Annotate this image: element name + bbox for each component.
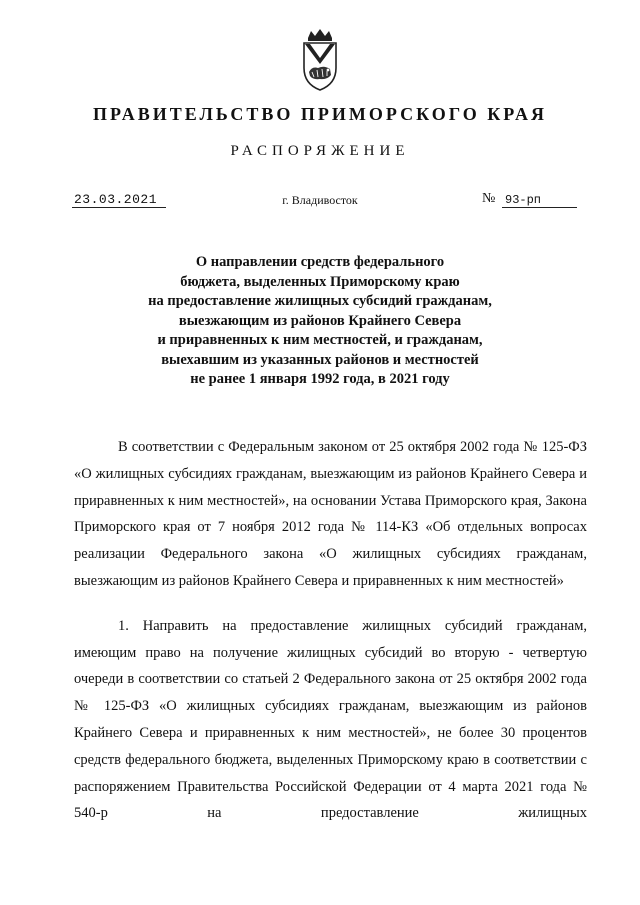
- title-line: выезжающим из районов Крайнего Севера: [178, 312, 462, 329]
- paragraph-item-1: 1. Направить на предоставление жилищных субсидий гражданам, имеющим право на получение жилищных субсидий во вторую - четвертую очереди в соответствии со статьей 2 Федерального закона от 25 октября 2002 года № 125-ФЗ «О жилищных субсидиях гражданам, выезжающим из районов Крайнего Севера и приравненных к ним местностей», не более 30 процентов средств федерального бюджета, выделенных Приморскому краю в соответствии с распоряжением Правительства Российской Федерации от 4 марта 2021 года № 540-р на предоставление жилищных: [74, 617, 587, 822]
- document-type: РАСПОРЯЖЕНИЕ: [230, 143, 410, 159]
- primorsky-coat-of-arms-icon: [300, 28, 340, 92]
- title-line: О направлении средств федерального: [195, 254, 445, 270]
- document-number: [482, 191, 578, 209]
- document-title: [100, 253, 540, 390]
- title-line: и приравненных к ним местностей, и гражданам,: [157, 332, 483, 348]
- title-line: не ранее 1 января 1992 года, в 2021 году: [190, 371, 450, 387]
- title-line: выехавшим из указанных районов и местностей: [161, 351, 479, 368]
- title-line: бюджета, выделенных Приморскому краю: [180, 273, 460, 290]
- title-line: на предоставление жилищных субсидий гражданам,: [148, 293, 492, 309]
- number-value: 93-рп: [502, 193, 577, 208]
- document-body: [74, 434, 587, 827]
- document-city: г. Владивосток: [282, 193, 358, 207]
- paragraph-preamble: В соответствии с Федеральным законом от 25 октября 2002 года № 125-ФЗ «О жилищных субсидиях гражданам, выезжающим из районов Крайнего Севера и приравненных к ним местностей», на основании Устава Приморского края, Закона Приморского края от 7 ноября 2012 года № 114-КЗ «Об отдельных вопросах реализации Федерального закона «О жилищных субсидиях гражданам, выезжающим из районов Крайнего Севера и приравненных к ним местностей»: [74, 439, 587, 589]
- organization-name: ПРАВИТЕЛЬСТВО ПРИМОРСКОГО КРАЯ: [93, 104, 547, 124]
- number-label: №: [482, 191, 496, 206]
- document-date: 23.03.2021: [72, 192, 166, 208]
